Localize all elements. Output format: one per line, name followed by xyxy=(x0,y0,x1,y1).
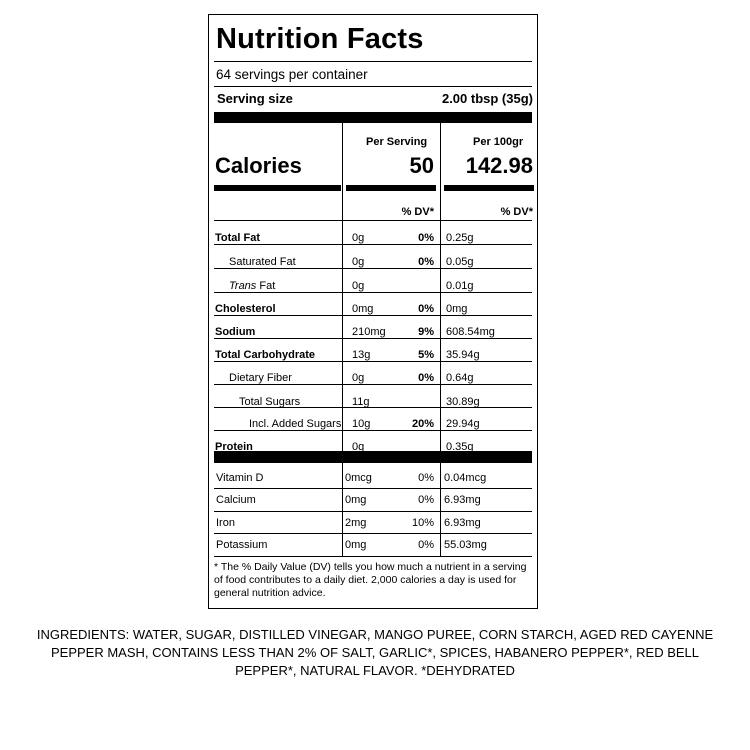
nutrient-serving-value: 0g xyxy=(352,256,365,268)
vitamin-per100-value: 6.93mg xyxy=(444,494,481,506)
title-divider xyxy=(214,61,532,62)
nutrient-label-rest: Fat xyxy=(256,280,276,292)
ingredients-statement: INGREDIENTS: WATER, SUGAR, DISTILLED VINEGAR, MANGO PUREE, CORN STARCH, AGED RED CAYENNE PEPPER MASH, CONTAINS LESS THAN 2% OF SALT, GARLIC*, SPICES, HABANERO PEPPER*, RED BELL PEPPER*, NATURAL FLAVOR. *DEHYDRATED xyxy=(36,627,714,678)
vitamin-dv-percent: 10% xyxy=(411,517,434,529)
nutrient-serving-value: 0g xyxy=(352,372,365,384)
serving-size-value: 2.00 tbsp (35g) xyxy=(441,91,533,106)
label-title: Nutrition Facts xyxy=(216,23,424,55)
nutrient-label: Incl. Added Sugars xyxy=(249,418,342,430)
nutrient-per100-value: 0.25g xyxy=(446,232,474,244)
vitamin-label: Calcium xyxy=(216,494,256,506)
nutrient-row-divider xyxy=(214,244,532,245)
dv-header-serving: % DV* xyxy=(401,206,434,218)
thick-bar-vitamins xyxy=(214,451,532,463)
nutrient-per100-value: 0mg xyxy=(446,303,468,315)
nutrient-row-divider xyxy=(214,361,532,362)
nutrient-label xyxy=(229,280,275,292)
vitamin-label: Vitamin D xyxy=(216,472,264,484)
nutrient-per100-value: 608.54mg xyxy=(446,326,495,338)
nutrient-per100-value: 29.94g xyxy=(446,418,480,430)
calories-per-100g: 142.98 xyxy=(465,153,533,178)
vitamin-row-divider xyxy=(214,511,532,512)
nutrient-serving-value: 0g xyxy=(352,232,365,244)
thick-bar-top xyxy=(214,112,532,123)
nutrient-row-divider xyxy=(214,315,532,316)
nutrient-serving-value: 10g xyxy=(352,418,371,430)
calories-per-serving: 50 xyxy=(409,153,434,178)
vitamin-per100-value: 55.03mg xyxy=(444,539,487,551)
calories-bar-2 xyxy=(346,185,436,191)
nutrient-serving-value: 0mg xyxy=(352,303,374,315)
calories-label: Calories xyxy=(215,153,302,178)
nutrient-label: Total Fat xyxy=(215,232,261,244)
calories-bar-1 xyxy=(214,185,341,191)
column-divider-2-vitamins xyxy=(440,463,441,556)
column-divider-2-top xyxy=(440,123,441,197)
nutrient-serving-value: 11g xyxy=(352,396,370,408)
nutrient-serving-value: 13g xyxy=(352,349,371,361)
nutrient-per100-value: 35.94g xyxy=(446,349,480,361)
nutrient-label: Protein xyxy=(215,441,253,453)
nutrient-serving-value: 0g xyxy=(352,441,365,453)
vitamin-serving-value: 2mg xyxy=(345,517,367,529)
vitamin-label: Potassium xyxy=(216,539,268,551)
column-divider-1-vitamins xyxy=(342,463,343,556)
nutrient-label: Saturated Fat xyxy=(229,256,296,268)
vitamin-dv-percent: 0% xyxy=(418,494,434,506)
nutrient-dv-percent: 0% xyxy=(418,232,434,244)
nutrient-per100-value: 30.89g xyxy=(446,396,480,408)
nutrient-per100-value: 0.35g xyxy=(446,441,474,453)
nutrient-label: Total Sugars xyxy=(239,396,301,408)
dv-header-100g: % DV* xyxy=(500,206,533,218)
per-100g-header: Per 100gr xyxy=(473,136,524,148)
nutrient-label: Dietary Fiber xyxy=(229,372,292,384)
column-divider-2-nutrients xyxy=(440,197,441,451)
vitamin-dv-percent: 0% xyxy=(418,539,434,551)
vitamin-dv-percent: 0% xyxy=(418,472,434,484)
nutrient-dv-percent: 9% xyxy=(418,326,434,338)
nutrient-per100-value: 0.05g xyxy=(446,256,474,268)
vitamin-per100-value: 0.04mcg xyxy=(444,472,487,484)
nutrient-dv-percent: 0% xyxy=(418,256,434,268)
nutrient-label: Sodium xyxy=(215,326,256,338)
nutrient-row-divider xyxy=(214,384,532,385)
nutrient-per100-value: 0.64g xyxy=(446,372,474,384)
per-serving-header: Per Serving xyxy=(366,136,428,148)
nutrient-label: Cholesterol xyxy=(215,303,276,315)
nutrient-dv-percent: 0% xyxy=(418,372,434,384)
nutrient-row-divider xyxy=(214,430,532,431)
nutrient-row-divider xyxy=(214,292,532,293)
servings-per-container: 64 servings per container xyxy=(216,67,368,82)
nutrient-serving-value: 210mg xyxy=(352,326,386,338)
nutrient-row-divider xyxy=(214,338,532,339)
nutrient-label: Total Carbohydrate xyxy=(215,349,316,361)
nutrition-facts-label xyxy=(208,14,538,609)
vitamin-serving-value: 0mg xyxy=(345,539,367,551)
vitamin-serving-value: 0mcg xyxy=(345,472,372,484)
vitamin-row-divider xyxy=(214,533,532,534)
vitamin-row-divider xyxy=(214,488,532,489)
serving-size-label: Serving size xyxy=(217,91,293,106)
column-divider-1-nutrients xyxy=(342,197,343,451)
column-divider-1-top xyxy=(342,123,343,197)
nutrient-serving-value: 0g xyxy=(352,280,365,292)
daily-value-footnote: * The % Daily Value (DV) tells you how much a nutrient in a serving of food contributes to a daily diet. 2,000 calories a day is used for general nutrition advice. xyxy=(214,561,527,599)
nutrient-row-divider xyxy=(214,220,532,221)
nutrient-row-divider xyxy=(214,268,532,269)
vitamin-label: Iron xyxy=(216,517,235,529)
nutrient-dv-percent: 0% xyxy=(418,303,434,315)
nutrient-dv-percent: 5% xyxy=(418,349,434,361)
calories-bar-3 xyxy=(444,185,534,191)
servings-divider xyxy=(214,86,532,87)
vitamin-per100-value: 6.93mg xyxy=(444,517,481,529)
nutrient-per100-value: 0.01g xyxy=(446,280,474,292)
vitamin-serving-value: 0mg xyxy=(345,494,367,506)
vitamin-row-divider xyxy=(214,556,532,557)
nutrient-dv-percent: 20% xyxy=(411,418,434,430)
nutrient-label-italic: Trans xyxy=(229,280,257,292)
